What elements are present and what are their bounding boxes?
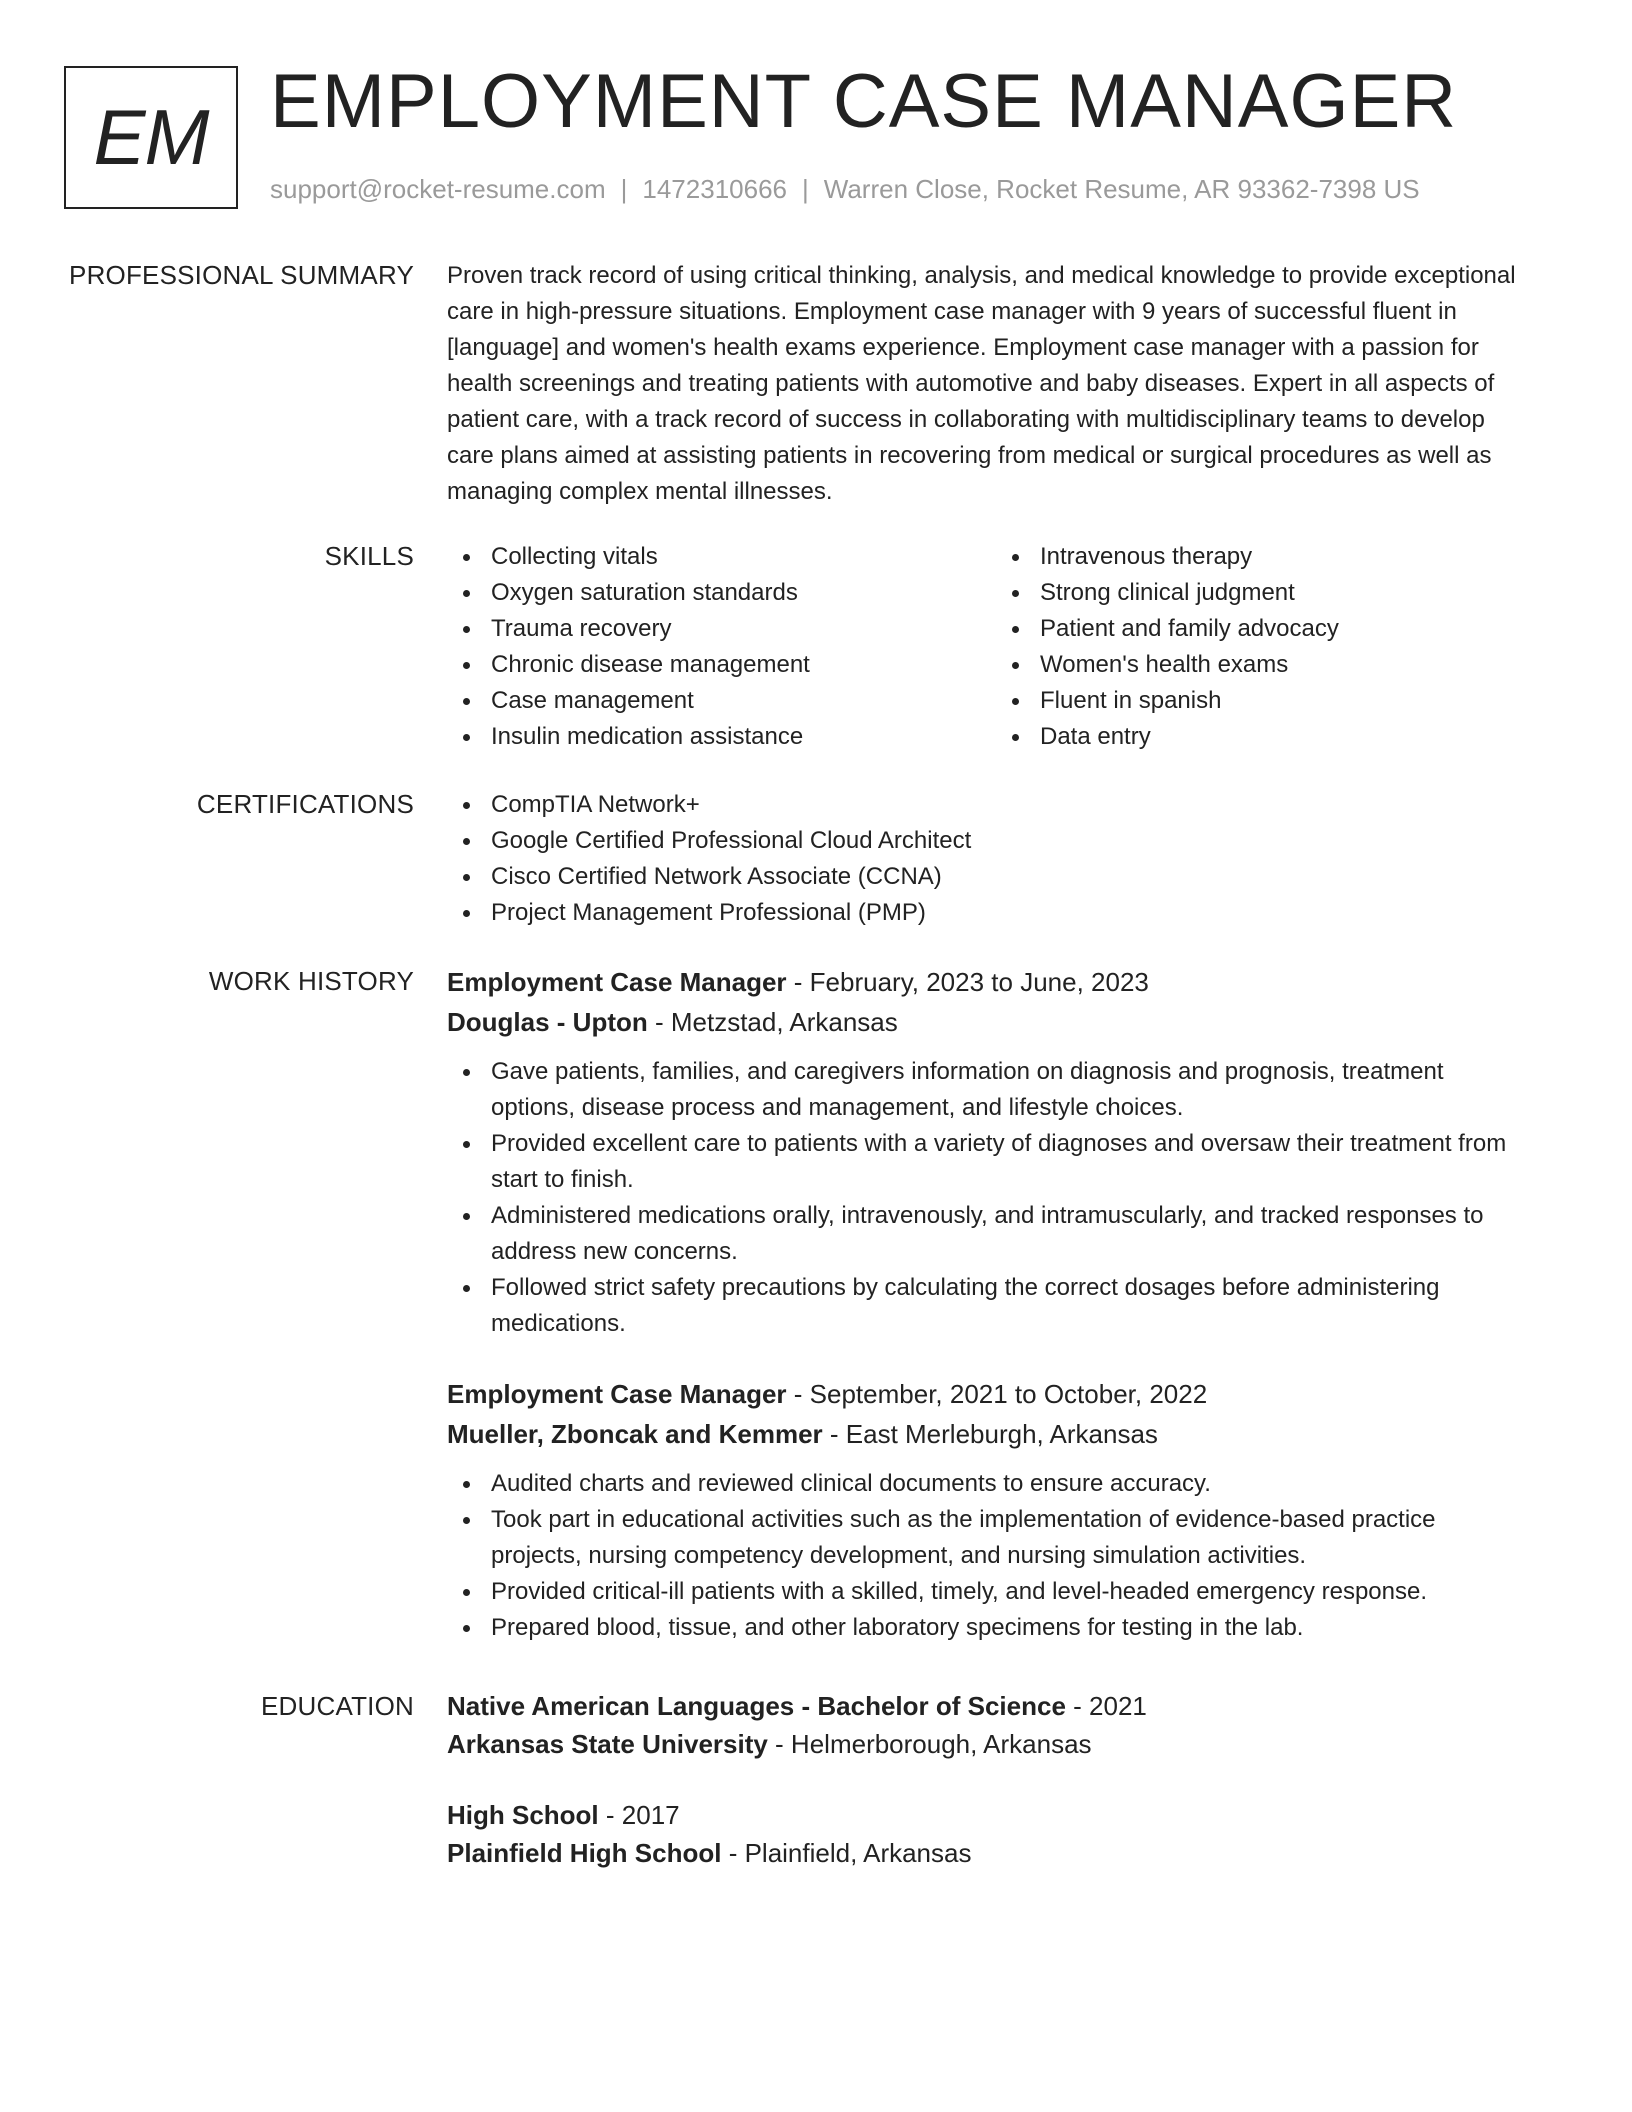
job-duty-line: medications. (491, 1310, 626, 1337)
job-duty-line: Gave patients, families, and caregivers information on diagnosis and prognosis, treatment (491, 1058, 1444, 1085)
job-title-line (447, 1374, 1557, 1414)
job-company: Mueller, Zboncak and Kemmer (447, 1419, 823, 1449)
job-company-line (447, 1002, 1557, 1042)
summary-text (447, 258, 1557, 510)
education-location: - Helmerborough, Arkansas (767, 1729, 1092, 1759)
summary-line: Proven track record of using critical thinking, analysis, and medical knowledge to provide exceptional (447, 262, 1516, 289)
job-title: Employment Case Manager (447, 1379, 787, 1409)
job-duty-line: Took part in educational activities such as the implementation of evidence-based practice (491, 1506, 1436, 1533)
certification-item: Google Certified Professional Cloud Architect (447, 823, 1557, 859)
contact-line (270, 174, 1420, 205)
skill-item: Patient and family advocacy (996, 611, 1545, 647)
job-title-line (447, 962, 1557, 1002)
skill-item: Chronic disease management (447, 647, 996, 683)
section-label-skills: SKILLS (324, 541, 414, 571)
skill-item: Oxygen saturation standards (447, 575, 996, 611)
certification-item: Cisco Certified Network Associate (CCNA) (447, 859, 1557, 895)
summary-line: care in high-pressure situations. Employment case manager with 9 years of successful fluent in (447, 298, 1457, 325)
summary-line: care plans aimed at assisting patients in recovering from medical or surgical procedures as well as (447, 442, 1492, 469)
certifications-list (447, 787, 1557, 931)
section-label-work-history: WORK HISTORY (208, 966, 414, 996)
job-duty (447, 1270, 1557, 1342)
education-year: - 2017 (598, 1800, 680, 1830)
skill-item: Insulin medication assistance (447, 719, 996, 755)
section-label-certifications: CERTIFICATIONS (196, 789, 414, 819)
education-degree-line (447, 1796, 1557, 1834)
education-degree-line (447, 1687, 1557, 1725)
summary-line: patient care, with a track record of success in collaborating with multidisciplinary teams to develop (447, 406, 1485, 433)
education-school-line (447, 1725, 1557, 1763)
contact-address: Warren Close, Rocket Resume, AR 93362-7398 US (823, 174, 1420, 204)
monogram-initials: EM (93, 93, 209, 181)
contact-separator: | (620, 174, 628, 204)
skill-item: Fluent in spanish (996, 683, 1545, 719)
job-dates: - February, 2023 to June, 2023 (786, 967, 1149, 997)
skill-item: Strong clinical judgment (996, 575, 1545, 611)
job-duty-line: address new concerns. (491, 1238, 738, 1265)
job-entry (447, 962, 1557, 1342)
candidate-title: EMPLOYMENT CASE MANAGER (270, 59, 1458, 144)
education-school: Arkansas State University (447, 1729, 768, 1759)
job-duty-line: Administered medications orally, intravenously, and intramuscularly, and tracked responses to (491, 1202, 1484, 1229)
job-duty: Audited charts and reviewed clinical documents to ensure accuracy. (447, 1466, 1557, 1502)
work-history-body-2 (447, 1374, 1557, 1646)
job-duties (447, 1054, 1557, 1342)
contact-email[interactable]: support@rocket-resume.com (270, 174, 606, 204)
skill-item: Women's health exams (996, 647, 1545, 683)
job-location: - Metzstad, Arkansas (647, 1007, 898, 1037)
skill-item: Intravenous therapy (996, 539, 1545, 575)
job-duty (447, 1502, 1557, 1574)
education-degree: Native American Languages - Bachelor of Science (447, 1691, 1066, 1721)
job-duty-line: projects, nursing competency development, and nursing simulation activities. (491, 1542, 1307, 1569)
education-school: Plainfield High School (447, 1838, 722, 1868)
education-year: - 2021 (1065, 1691, 1147, 1721)
job-entry (447, 1374, 1557, 1646)
job-location: - East Merleburgh, Arkansas (822, 1419, 1158, 1449)
education-body (447, 1687, 1557, 1872)
skills-list-left (447, 539, 996, 755)
job-duty (447, 1054, 1557, 1126)
skill-item: Trauma recovery (447, 611, 996, 647)
summary-line: [language] and women's health exams experience. Employment case manager with a passion for (447, 334, 1479, 361)
contact-separator: | (802, 174, 809, 204)
education-school-line (447, 1834, 1557, 1872)
job-duty-line: Followed strict safety precautions by calculating the correct dosages before administering (491, 1274, 1440, 1301)
education-location: - Plainfield, Arkansas (721, 1838, 972, 1868)
skill-item: Collecting vitals (447, 539, 996, 575)
education-entry (447, 1796, 1557, 1872)
skills-list-right (996, 539, 1545, 755)
contact-phone[interactable]: 1472310666 (642, 174, 787, 204)
job-company: Douglas - Upton (447, 1007, 648, 1037)
certification-item: Project Management Professional (PMP) (447, 895, 1557, 931)
skill-item: Case management (447, 683, 996, 719)
job-duties (447, 1466, 1557, 1646)
skills-columns (447, 539, 1557, 755)
skill-item: Data entry (996, 719, 1545, 755)
education-degree: High School (447, 1800, 599, 1830)
section-label-summary: PROFESSIONAL SUMMARY (69, 260, 414, 290)
section-label-education: EDUCATION (261, 1691, 414, 1721)
job-duty (447, 1126, 1557, 1198)
monogram-box (64, 66, 238, 209)
summary-line: health screenings and treating patients with automotive and baby diseases. Expert in all aspects of (447, 370, 1495, 397)
job-company-line (447, 1414, 1557, 1454)
job-duty-line: options, disease process and management, and lifestyle choices. (491, 1094, 1184, 1121)
job-dates: - September, 2021 to October, 2022 (786, 1379, 1208, 1409)
work-history-body (447, 962, 1557, 1342)
certification-item: CompTIA Network+ (447, 787, 1557, 823)
certifications-body (447, 787, 1557, 931)
job-title: Employment Case Manager (447, 967, 787, 997)
education-entry (447, 1687, 1557, 1763)
summary-line: managing complex mental illnesses. (447, 478, 833, 505)
job-duty: Prepared blood, tissue, and other laboratory specimens for testing in the lab. (447, 1610, 1557, 1646)
job-duty-line: start to finish. (491, 1166, 634, 1193)
job-duty-line: Provided excellent care to patients with a variety of diagnoses and oversaw their treatment from (491, 1130, 1507, 1157)
job-duty (447, 1198, 1557, 1270)
job-duty: Provided critical-ill patients with a skilled, timely, and level-headed emergency response. (447, 1574, 1557, 1610)
